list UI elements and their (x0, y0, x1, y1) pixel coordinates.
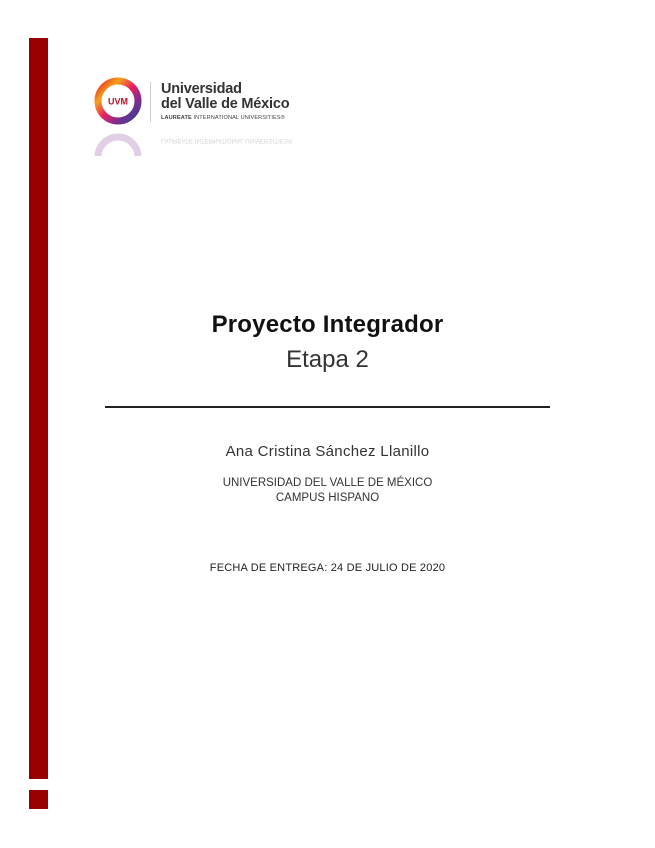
institution-block (0, 476, 655, 506)
logo-divider (150, 82, 151, 122)
institution-line2: CAMPUS HISPANO (275, 492, 380, 504)
institution-line1: UNIVERSIDAD DEL VALLE DE MÉXICO (222, 477, 433, 489)
logo-tagline-bold: LAUREATE (161, 115, 192, 121)
uvm-ring-icon (93, 76, 143, 126)
page-title: Proyecto Integrador (211, 311, 444, 338)
uvm-ring-reflection (93, 132, 143, 156)
page-subtitle: Etapa 2 (286, 346, 369, 373)
logo-tagline-reflection: LAUREATE INTERNATIONAL UNIVERSITIES® (161, 137, 293, 143)
logo-tagline (161, 115, 285, 121)
uvm-ring-text: UVM (108, 96, 128, 107)
author-name: Ana Cristina Sánchez Llanillo (225, 443, 430, 460)
logo-name-line1: Universidad (161, 81, 242, 97)
title-divider (105, 406, 550, 408)
left-accent-square (29, 790, 48, 809)
logo-name-line2: del Valle de México (161, 96, 290, 112)
left-accent-bar (29, 38, 48, 779)
logo-tagline-mark: ® (280, 115, 285, 121)
delivery-date: FECHA DE ENTREGA: 24 DE JULIO DE 2020 (209, 562, 446, 574)
logo-tagline-rest: INTERNATIONAL UNIVERSITIES (191, 115, 281, 121)
uvm-logo (93, 76, 293, 156)
